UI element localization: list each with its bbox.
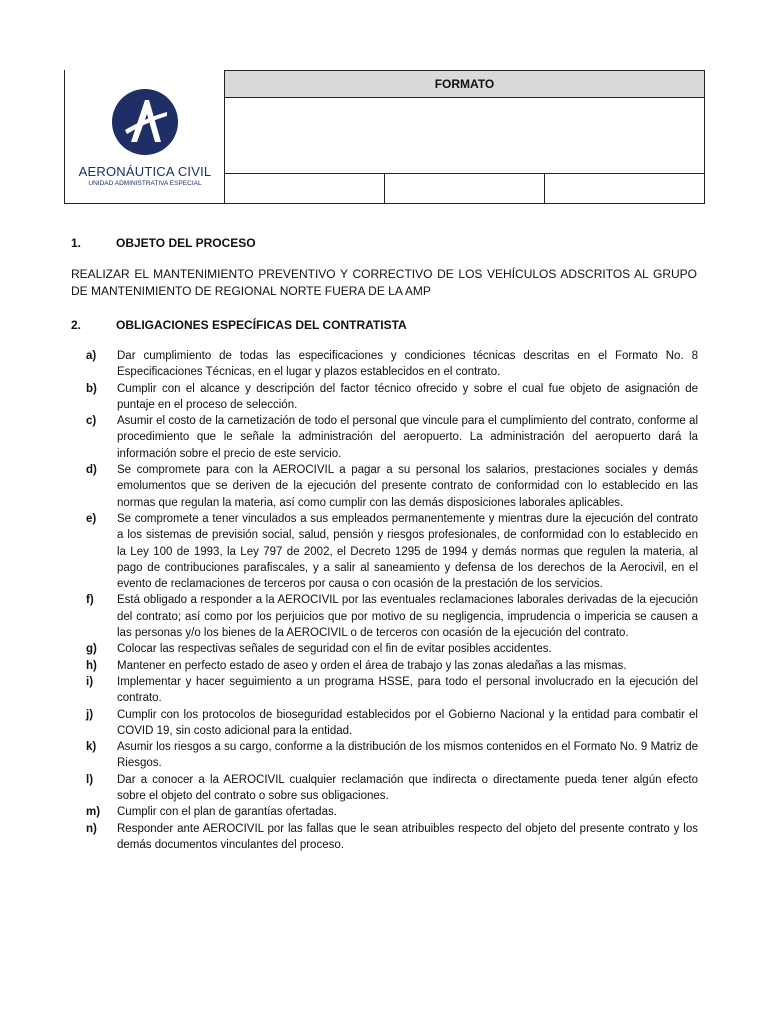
list-item — [86, 641, 698, 657]
list-item — [86, 739, 698, 772]
list-item-text: Asumir los riesgos a su cargo, conforme a la distribución de los mismos contenidos en el Formato No. 9 Matriz de Riesgos. — [117, 741, 698, 770]
list-item — [86, 462, 698, 511]
header-logo-cell — [64, 70, 224, 204]
list-item-letter: k) — [86, 741, 97, 754]
list-item-letter: f) — [86, 594, 94, 607]
list-item-text: Mantener en perfecto estado de aseo y orden el área de trabajo y las zonas aledañas a las mismas. — [117, 659, 627, 672]
list-item-letter: g) — [86, 643, 97, 656]
list-item-text: Implementar y hacer seguimiento a un programa HSSE, para todo el personal involucrado en la ejecución del contrato. — [117, 675, 698, 705]
list-item — [86, 413, 698, 462]
section-objeto-text: REALIZAR EL MANTENIMIENTO PREVENTIVO Y CORRECTIVO DE LOS VEHÍCULOS ADSCRITOS AL GRUPO DE MANTENIMIENTO DE REGIONAL NORTE FUERA DE LA AMP — [71, 267, 697, 298]
list-item-letter: m) — [86, 806, 101, 819]
obligations-list — [86, 348, 698, 853]
list-item-letter: c) — [86, 415, 97, 428]
section-title: OBLIGACIONES ESPECÍFICAS DEL CONTRATISTA — [116, 318, 407, 332]
header-sub-cell — [545, 174, 704, 204]
list-item-text: Está obligado a responder a la AEROCIVIL por las eventuales reclamaciones laborales derivadas de la ejecución del contrato; así como por los perjuicios que por motivo de su negligencia, imprudencia o impericia se causen a las personas y/o los bienes de la AEROCIVIL o de terceros con ocasión de la ejecución del contrato. — [117, 594, 698, 640]
list-item-text: Dar a conocer a la AEROCIVIL cualquier reclamación que indirecta o directamente pueda tener algún efecto sobre el objeto del contrato o sobre sus obligaciones. — [117, 773, 698, 803]
list-item-letter: a) — [86, 350, 97, 362]
list-item-letter: j) — [86, 708, 94, 721]
list-item-text: Cumplir con el alcance y descripción del factor técnico ofrecido y sobre el cual fue objeto de asignación de puntaje en el proceso de selección. — [117, 382, 698, 411]
list-item — [86, 658, 698, 674]
aerocivil-logo-icon — [111, 88, 179, 156]
list-item-letter: l) — [86, 773, 94, 786]
section-number: 1. — [71, 236, 82, 250]
logo-subtitle: UNIDAD ADMINISTRATIVA ESPECIAL — [88, 180, 202, 187]
list-item — [86, 821, 698, 854]
header-blank-cell — [225, 98, 704, 174]
list-item-letter: h) — [86, 659, 97, 672]
list-item-text: Colocar las respectivas señales de seguridad con el fin de evitar posibles accidentes. — [117, 643, 552, 656]
list-item — [86, 804, 698, 820]
list-item-letter: e) — [86, 512, 97, 525]
section-title: OBJETO DEL PROCESO — [116, 236, 256, 250]
header-sub-cell — [225, 174, 385, 204]
header-sub-cell — [385, 174, 545, 204]
list-item-text: Se compromete a tener vinculados a sus empleados permanentemente y mientras dure la ejecución del contrato a los sistemas de previsión social, salud, pensión y riesgos profesionales, de conformidad con lo establecido en la Ley 100 de 1993, la Ley 797 de 2002, el Decreto 1295 de 1994 y demás normas que regulen la materia, al pago de contribuciones parafiscales, y a salir al saneamiento y defensa de los derechos de la Aerocivil, en el evento de reclamaciones de terceros por causa o con ocasión de la prestación de los servicios. — [117, 512, 698, 591]
list-item — [86, 674, 698, 707]
list-item-letter: n) — [86, 822, 97, 835]
list-item-text: Dar cumplimiento de todas las especificaciones y condiciones técnicas descritas en el Formato No. 8 Especificaciones Técnicas, en el lugar y plazos establecidos en el contrato. — [117, 350, 698, 379]
list-item-text: Cumplir con el plan de garantías ofertadas. — [117, 806, 337, 819]
list-item-letter: i) — [86, 675, 94, 688]
list-item-text: Se compromete para con la AEROCIVIL a pagar a su personal los salarios, prestaciones sociales y demás emolumentos que se deriven de la ejecución del presente contrato de conformidad con lo establecido en las normas que regulan la materia, así como cumplir con las demás disposiciones laborales aplicables. — [117, 464, 698, 509]
list-item-text: Asumir el costo de la carnetización de todo el personal que vincule para el cumplimiento del contrato, conforme al procedimiento que le señale la administración del aeropuerto. La administración del aeropuerto dará la información sobre el precio de este servicio. — [117, 415, 698, 460]
list-item — [86, 348, 698, 381]
list-item — [86, 592, 698, 641]
list-item — [86, 772, 698, 805]
list-item-text: Cumplir con los protocolos de bioseguridad establecidos por el Gobierno Nacional y la entidad para combatir el COVID 19, sin costo adicional para la entidad. — [117, 708, 698, 737]
section-number: 2. — [71, 318, 82, 332]
list-item-text: Responder ante AEROCIVIL por las fallas que le sean atribuibles respecto del objeto del presente contrato y los demás documentos vinculantes del proceso. — [117, 822, 698, 851]
list-item — [86, 707, 698, 740]
format-label: FORMATO — [225, 71, 704, 98]
list-item-letter: b) — [86, 382, 97, 395]
list-item — [86, 381, 698, 414]
header-info-table — [224, 70, 705, 204]
list-item-letter: d) — [86, 464, 97, 477]
logo-name: AERONÁUTICA CIVIL — [78, 164, 212, 179]
list-item — [86, 511, 698, 592]
